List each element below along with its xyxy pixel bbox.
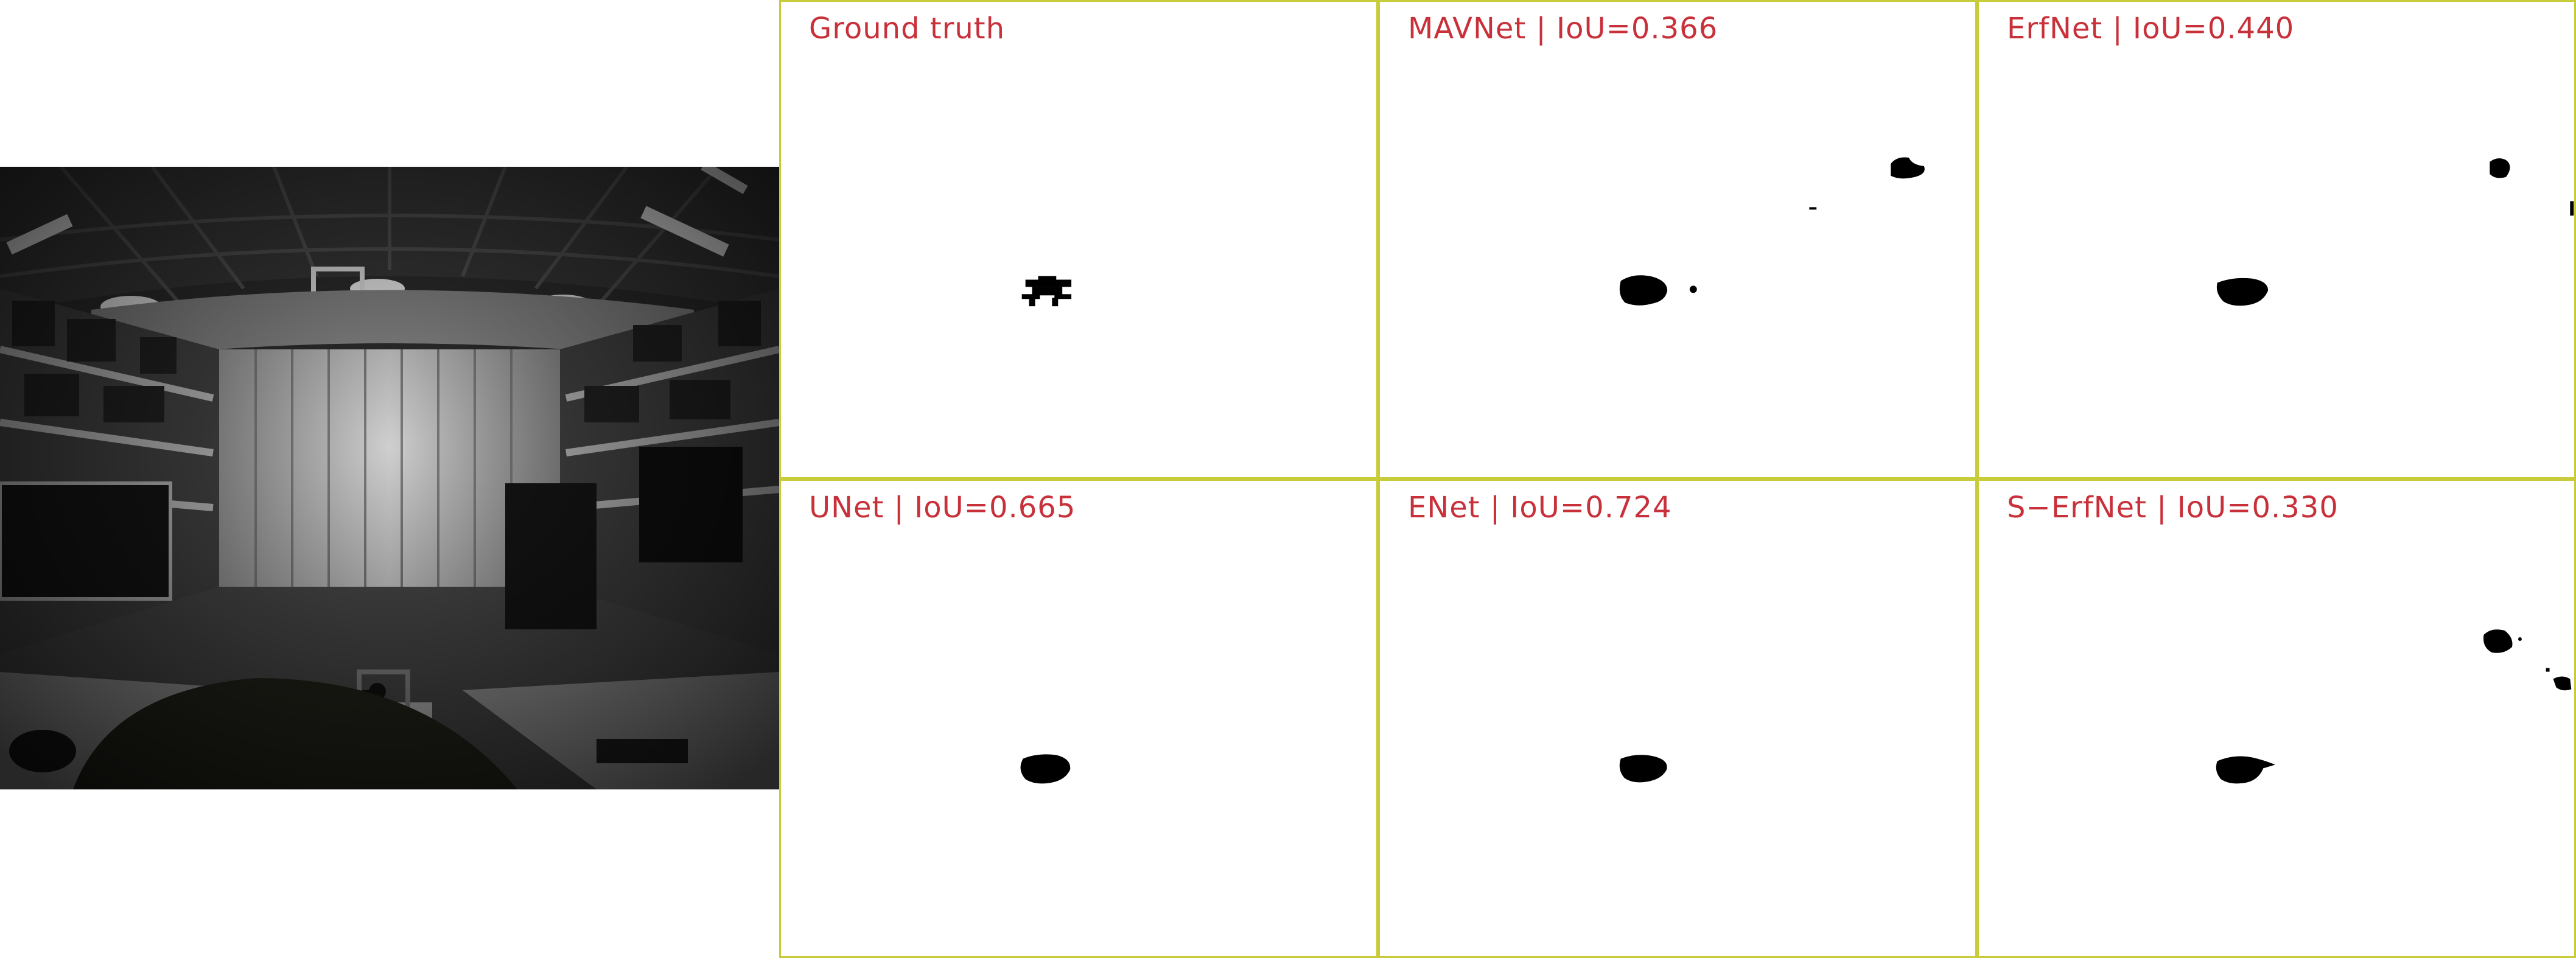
mask-unet: [781, 481, 1376, 956]
mask-enet: [1380, 481, 1975, 956]
panel-ground-truth: [779, 0, 1378, 479]
mask-s-erfnet: [1979, 481, 2574, 956]
panel-mavnet: [1378, 0, 1977, 479]
panel-erfnet: [1977, 0, 2576, 479]
panel-title: ENet | IoU=0.724: [1408, 491, 1672, 525]
mask-erfnet: [1979, 2, 2574, 477]
panel-title: ErfNet | IoU=0.440: [2007, 12, 2295, 46]
panel-title: UNet | IoU=0.665: [809, 491, 1076, 525]
lab-scene-photo: [0, 167, 779, 789]
panel-enet: [1378, 479, 1977, 958]
mask-ground-truth: [781, 2, 1376, 477]
panel-title: S−ErfNet | IoU=0.330: [2007, 491, 2339, 525]
segmentation-grid: [779, 0, 2576, 958]
panel-title: MAVNet | IoU=0.366: [1408, 12, 1718, 46]
panel-unet: [779, 479, 1378, 958]
panel-s-erfnet: [1977, 479, 2576, 958]
panel-title: Ground truth: [809, 12, 1006, 46]
mask-mavnet: [1380, 2, 1975, 477]
